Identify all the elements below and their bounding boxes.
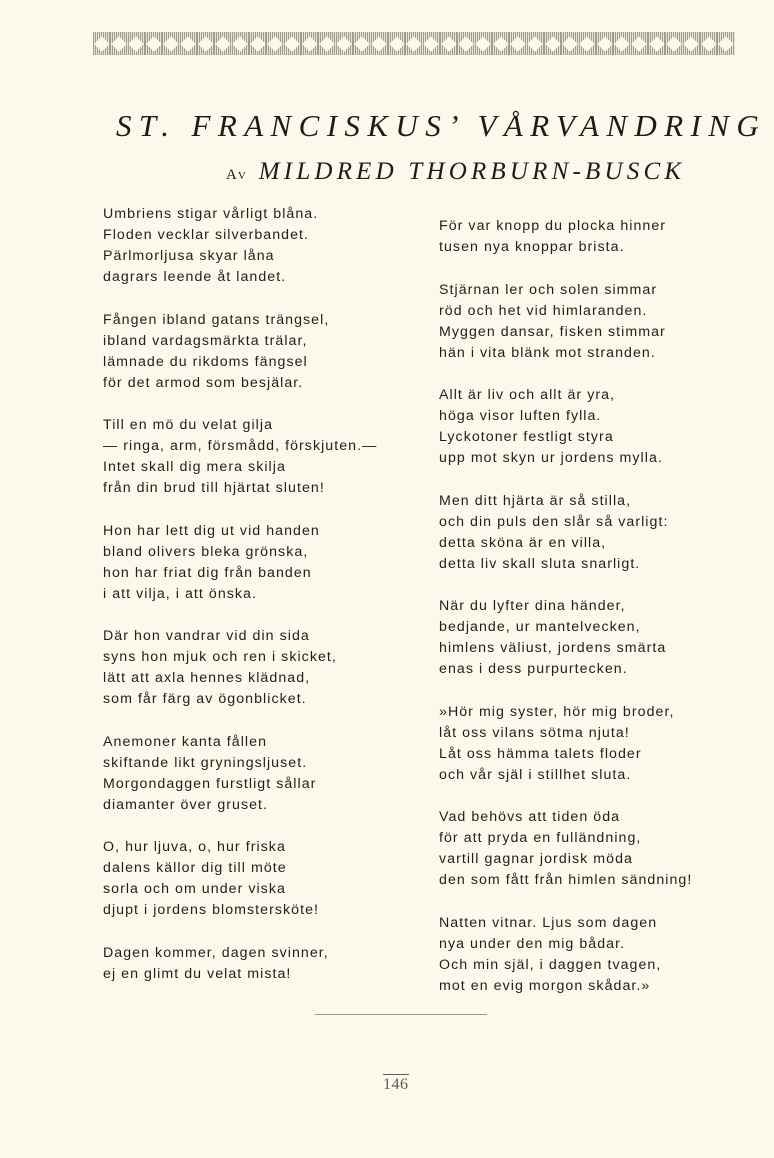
- diamond-ornament-icon: [214, 32, 231, 55]
- verse-line: Floden vecklar silverbandet.: [103, 227, 310, 243]
- verse-line: Morgondaggen furstligt sållar: [103, 775, 317, 792]
- diamond-ornament-icon: [266, 32, 283, 55]
- verse-line: — ringa, arm, försmådd, förskjuten.—: [103, 438, 378, 454]
- verse-line: Lyckotoner festligt styra: [439, 429, 614, 445]
- stanza: [103, 837, 377, 921]
- diamond-ornament-icon: [561, 32, 578, 55]
- diamond-ornament-icon: [648, 32, 665, 55]
- stanza: [439, 913, 692, 997]
- verse-line: för det armod som besjälar.: [103, 374, 304, 391]
- verse-line: Fången ibland gatans trängsel,: [103, 311, 330, 328]
- verse-line: Men ditt hjärta är så stilla,: [439, 492, 632, 509]
- diamond-ornament-icon: [128, 32, 145, 55]
- verse-line: och vår själ i stillhet sluta.: [439, 766, 632, 783]
- verse-line: bland olivers bleka grönska,: [103, 543, 309, 560]
- verse-line: i att vilja, i att önska.: [103, 585, 257, 602]
- diamond-ornament-icon: [700, 32, 717, 55]
- verse-line: den som fått från himlen sändning!: [439, 872, 693, 888]
- poem-right-column: [439, 216, 692, 1018]
- verse-line: detta liv skall sluta snarligt.: [439, 555, 641, 572]
- verse-line: djupt i jordens blomstersköte!: [103, 902, 320, 918]
- verse-line: Där hon vandrar vid din sida: [103, 628, 310, 644]
- stanza: [103, 415, 377, 499]
- verse-line: Myggen dansar, fisken stimmar: [439, 323, 666, 340]
- diamond-ornament-icon: [371, 32, 388, 55]
- diamond-ornament-icon: [544, 32, 561, 55]
- diamond-ornament-icon: [197, 32, 214, 55]
- decorative-diamond-border: [93, 32, 735, 55]
- verse-line: nya under den mig bådar.: [439, 935, 626, 952]
- verse-line: Och min själ, i daggen tvagen,: [439, 956, 662, 973]
- diamond-ornament-icon: [353, 32, 370, 55]
- verse-line: som får färg av ögonblicket.: [103, 691, 307, 707]
- verse-line: »Hör mig syster, hör mig broder,: [439, 703, 675, 720]
- stanza: [103, 310, 377, 394]
- diamond-ornament-icon: [596, 32, 613, 55]
- diamond-ornament-icon: [318, 32, 335, 55]
- verse-line: hon har friat dig från banden: [103, 564, 312, 581]
- diamond-ornament-icon: [232, 32, 249, 55]
- diamond-ornament-icon: [180, 32, 197, 55]
- verse-line: När du lyfter dina händer,: [439, 598, 626, 614]
- stanza: [103, 943, 377, 985]
- diamond-ornament-icon: [145, 32, 162, 55]
- diamond-ornament-icon: [579, 32, 596, 55]
- verse-line: vartill gagnar jordisk möda: [439, 851, 633, 867]
- stanza: [103, 732, 377, 816]
- verse-line: ibland vardagsmärkta trälar,: [103, 332, 308, 349]
- poem-left-column: [103, 204, 377, 1006]
- diamond-ornament-icon: [388, 32, 405, 55]
- verse-line: hän i vita blänk mot stranden.: [439, 344, 656, 361]
- verse-line: Intet skall dig mera skilja: [103, 459, 286, 475]
- diamond-ornament-icon: [527, 32, 544, 55]
- diamond-ornament-icon: [336, 32, 353, 55]
- verse-line: enas i dess purpurtecken.: [439, 661, 628, 677]
- verse-line: Stjärnan ler och solen simmar: [439, 281, 658, 298]
- verse-line: Hon har lett dig ut vid handen: [103, 522, 320, 539]
- verse-line: syns hon mjuk och ren i skicket,: [103, 649, 337, 665]
- diamond-ornament-icon: [284, 32, 301, 55]
- verse-line: Låt oss hämma talets floder: [439, 745, 642, 762]
- diamond-ornament-icon: [405, 32, 422, 55]
- verse-line: dagrars leende åt landet.: [103, 269, 287, 285]
- verse-line: Umbriens stigar vårligt blåna.: [103, 206, 319, 222]
- verse-line: lämnade du rikdoms fängsel: [103, 353, 308, 370]
- verse-line: röd och het vid himlaranden.: [439, 302, 648, 319]
- verse-line: detta sköna är en villa,: [439, 534, 607, 551]
- verse-line: O, hur ljuva, o, hur friska: [103, 839, 286, 855]
- verse-line: upp mot skyn ur jordens mylla.: [439, 450, 663, 466]
- diamond-ornament-icon: [475, 32, 492, 55]
- stanza: [439, 807, 692, 891]
- verse-line: Dagen kommer, dagen svinner,: [103, 944, 329, 961]
- diamond-ornament-icon: [717, 32, 734, 55]
- stanza: [439, 596, 692, 680]
- poem-title: ST. FRANCISKUS’ VÅRVANDRING: [116, 108, 767, 143]
- diamond-ornament-icon: [301, 32, 318, 55]
- verse-line: Allt är liv och allt är yra,: [439, 387, 616, 403]
- verse-line: Anemoner kanta fållen: [103, 733, 268, 750]
- diamond-ornament-icon: [93, 32, 110, 55]
- verse-line: bedjande, ur mantelvecken,: [439, 619, 641, 635]
- verse-line: från din brud till hjärtat sluten!: [103, 480, 325, 496]
- verse-line: dalens källor dig till möte: [103, 860, 287, 876]
- diamond-ornament-icon: [423, 32, 440, 55]
- verse-line: tusen nya knoppar brista.: [439, 239, 625, 255]
- stanza: [439, 702, 692, 786]
- stanza: [103, 626, 377, 710]
- stanza: [439, 491, 692, 575]
- page-number: 146: [383, 1076, 409, 1093]
- verse-line: höga visor luften fylla.: [439, 408, 602, 424]
- diamond-ornament-icon: [162, 32, 179, 55]
- diamond-ornament-icon: [509, 32, 526, 55]
- verse-line: för att pryda en fulländning,: [439, 830, 642, 846]
- verse-line: låt oss vilans sötma njuta!: [439, 724, 630, 741]
- verse-line: sorla och om under viska: [103, 881, 286, 897]
- stanza: [439, 280, 692, 364]
- stanza: [103, 204, 377, 288]
- diamond-ornament-icon: [492, 32, 509, 55]
- author-name: MILDRED THORBURN-BUSCK: [258, 158, 686, 185]
- diamond-ornament-icon: [249, 32, 266, 55]
- stanza: [103, 521, 377, 605]
- stanza: [439, 216, 692, 258]
- diamond-ornament-icon: [440, 32, 457, 55]
- diamond-ornament-icon: [631, 32, 648, 55]
- verse-line: diamanter över gruset.: [103, 796, 269, 813]
- verse-line: ej en glimt du velat mista!: [103, 965, 292, 982]
- verse-line: Pärlmorljusa skyar låna: [103, 248, 275, 264]
- verse-line: Natten vitnar. Ljus som dagen: [439, 914, 658, 931]
- diamond-ornament-icon: [110, 32, 127, 55]
- verse-line: lätt att axla hennes klädnad,: [103, 670, 311, 686]
- verse-line: himlens väliust, jordens smärta: [439, 640, 667, 656]
- diamond-ornament-icon: [665, 32, 682, 55]
- diamond-ornament-icon: [683, 32, 700, 55]
- verse-line: och din puls den slår så varligt:: [439, 513, 669, 530]
- verse-line: mot en evig morgon skådar.»: [439, 977, 651, 994]
- stanza: [439, 385, 692, 469]
- byline-prefix: Av: [226, 167, 247, 183]
- verse-line: För var knopp du plocka hinner: [439, 218, 667, 234]
- verse-line: Till en mö du velat gilja: [103, 417, 274, 433]
- verse-line: Vad behövs att tiden öda: [439, 809, 621, 825]
- byline: [226, 158, 685, 186]
- verse-line: skiftande likt gryningsljuset.: [103, 754, 308, 771]
- end-rule-divider: [315, 1014, 487, 1015]
- diamond-ornament-icon: [457, 32, 474, 55]
- diamond-ornament-icon: [613, 32, 630, 55]
